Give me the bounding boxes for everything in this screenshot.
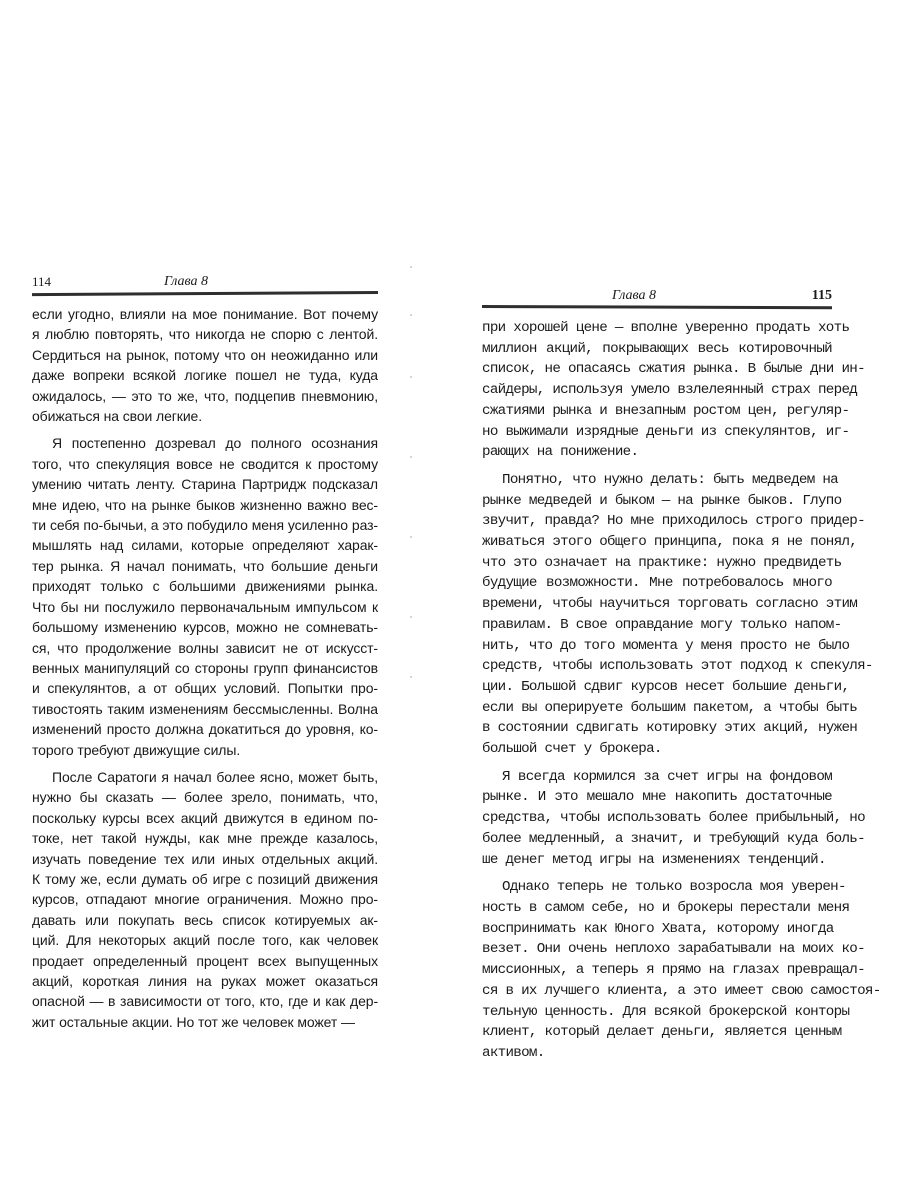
running-head-chapter: Глава 8 — [164, 274, 208, 289]
text-line: венных манипуляций со стороны групп финансистов — [32, 659, 378, 676]
text-line: ность в самом себе, но и брокеры перестали меня — [482, 899, 850, 916]
text-line: нить, что до того момента у меня просто не было — [482, 637, 850, 654]
text-line: изучать поведение тех или иных отдельных акций. — [32, 850, 378, 867]
text-line: правилам. В свое оправдание могу только напом- — [482, 616, 842, 633]
text-line: Однако теперь не только возросла моя уверен- — [502, 879, 846, 896]
text-line: активом. — [482, 1044, 545, 1061]
text-line: Сердиться на рынок, потому что он неожиданно или — [32, 346, 378, 363]
paragraph — [32, 304, 378, 426]
text-line: ся в их лучшего клиента, а это имеет свою самостоя- — [482, 982, 881, 999]
text-line: ций. Для некоторых акций после того, как человек — [32, 932, 378, 949]
text-line: тельную ценность. Для всякой брокерской конторы — [482, 1003, 850, 1020]
gutter-speck — [410, 616, 412, 618]
text-line: и спекулянтов, а от общих условий. Попытки про- — [32, 680, 378, 697]
paragraph — [32, 433, 378, 760]
text-line: везет. Они очень неплохо зарабатывали на моих ко- — [482, 941, 865, 958]
gutter-speck — [410, 376, 412, 378]
text-line: тивостоять таким изменениям бессмысленны. Волна — [32, 700, 378, 717]
text-line: обижаться на свои легкие. — [32, 408, 203, 425]
body-text — [482, 318, 881, 1064]
text-line: ции. Большой сдвиг курсов несет большие деньги, — [482, 678, 850, 695]
text-line: токе, нет такой нужды, как мне прежде казалось, — [32, 830, 378, 847]
text-line: сжатиями рынка и внезапным ростом цен, регуляр- — [482, 402, 850, 419]
text-line: если угодно, влияли на мое понимание. Вот почему — [32, 306, 378, 322]
page-header — [32, 272, 378, 294]
text-line: большой счет у брокера. — [482, 741, 662, 758]
paragraph — [482, 767, 865, 871]
text-line: ти себя по-бычьи, а это побудило меня усиленно раз- — [32, 517, 378, 534]
paragraph — [32, 767, 378, 1032]
text-line: более медленный, а значит, и требующий куда боль- — [482, 830, 865, 847]
text-line: что это означает на практике: нужно предвидеть — [482, 554, 842, 571]
text-line: давать или покупать весь список котируемых ак- — [32, 911, 378, 928]
text-line: приходят только с большими движениями рынка. — [32, 578, 378, 595]
text-line: средства, чтобы использовать более прибыльный, но — [482, 810, 865, 827]
text-line: средств, чтобы использовать этот подход к спекуля- — [482, 658, 873, 675]
text-line: умению читать ленту. Старина Партридж подсказал — [32, 476, 378, 493]
text-line: воспринимать как Юного Хвата, которому иногда — [482, 920, 834, 937]
text-line: при хорошей цене — вполне уверенно продать хоть — [482, 320, 850, 336]
gutter-speck — [410, 676, 412, 678]
gutter-speck — [410, 266, 412, 268]
gutter-speck — [410, 314, 412, 316]
text-line: рающих на понижение. — [482, 444, 639, 461]
header-rule — [32, 291, 378, 296]
text-line: торого требуют движущие силы. — [32, 741, 241, 758]
page-number: 114 — [32, 274, 52, 289]
text-line: После Саратоги я начал более ясно, может быть, — [52, 768, 378, 785]
text-line: но выжимали изрядные деньги из спекулянтов, иг- — [482, 423, 850, 440]
text-line: миллион акций, покрывающих весь котировочный — [482, 340, 832, 357]
text-line: будущие возможности. Мне потребовалось много — [482, 575, 832, 592]
text-line: ожидалось, — это то же, что, подцепив пневмонию, — [32, 387, 378, 404]
text-line: рынке. И это мешало мне накопить достаточные — [482, 789, 832, 806]
body-text — [32, 304, 378, 1032]
paragraph — [482, 877, 881, 1063]
text-line: рынке медведей и быком — на рынке быков. Глупо — [482, 492, 842, 509]
text-line: времени, чтобы научиться торговать согласно этим — [482, 596, 858, 613]
book-gutter — [410, 256, 414, 686]
right-page — [482, 286, 881, 1071]
text-line: продает определенный процент всех выпущенных — [32, 952, 378, 969]
text-line: Я всегда кормился за счет игры на фондовом — [502, 768, 832, 785]
text-line: Что бы ни послужило первоначальным импульсом к — [32, 598, 378, 615]
text-line: мышлять над силами, которые определяют харак- — [32, 537, 378, 554]
text-line: жит остальные акции. Но тот же человек может — — [32, 1013, 355, 1030]
text-line: акций, короткая линия на руках может оказаться — [32, 973, 378, 989]
text-line: большому изменению курсов, можно не сомневать- — [32, 619, 378, 636]
text-line: поскольку курсы всех акций движутся в едином по- — [32, 809, 378, 826]
gutter-speck — [410, 536, 412, 538]
text-line: нужно бы сказать — более зрело, понимать, что, — [32, 789, 378, 806]
text-line: ше денег метод игры на изменениях тенденций. — [482, 851, 826, 868]
text-line: К тому же, если думать об игре с позиций движения — [32, 870, 378, 887]
text-line: изменений просто должна докатиться до уровня, ко- — [32, 721, 378, 738]
text-line: тер рынка. Я начал понимать, что большие деньги — [32, 557, 378, 574]
paragraph — [482, 470, 873, 760]
text-line: Я постепенно дозревал до полного осознания — [52, 435, 378, 452]
page-number: 115 — [811, 288, 832, 303]
text-line: миссионных, а теперь я прямо на глазах превращал- — [482, 962, 865, 979]
left-page — [32, 272, 378, 1039]
text-line: если вы оперируете большим пакетом, а чтобы быть — [482, 699, 858, 716]
text-line: живаться этого общего принципа, пока я не понял, — [482, 534, 858, 551]
text-line: я люблю повторять, что никогда не спорю с лентой. — [32, 326, 378, 343]
gutter-speck — [410, 456, 412, 458]
text-line: курсов, отпадают многие ограничения. Можно про- — [32, 891, 378, 908]
text-line: звучит, правда? Но мне приходилось строго придер- — [482, 513, 865, 530]
text-line: ся, что продолжение волны зависит не от искусст- — [32, 639, 378, 656]
text-line: Понятно, что нужно делать: быть медведем на — [502, 471, 838, 488]
text-line: сайдеры, используя умело взлелеянный страх перед — [482, 382, 858, 399]
text-line: даже вопреки всякой логике пошел не туда, куда — [32, 367, 378, 384]
page-header — [482, 286, 832, 308]
text-line: того, что спекуляция вовсе не сводится к простому — [32, 455, 378, 472]
text-line: клиент, который делает деньги, является ценным — [482, 1024, 842, 1041]
text-line: опасной — в зависимости от того, кто, где и как дер- — [32, 993, 378, 1010]
paragraph — [482, 318, 865, 463]
text-line: список, не опасаясь сжатия рынка. В былые дни ин- — [482, 361, 865, 378]
text-line: в состоянии сдвигать котировку этих акций, нужен — [482, 720, 858, 737]
header-rule — [482, 305, 832, 309]
text-line: мне идею, что на рынке быков жизненно важно вес- — [32, 496, 378, 513]
running-head-chapter: Глава 8 — [612, 288, 656, 303]
